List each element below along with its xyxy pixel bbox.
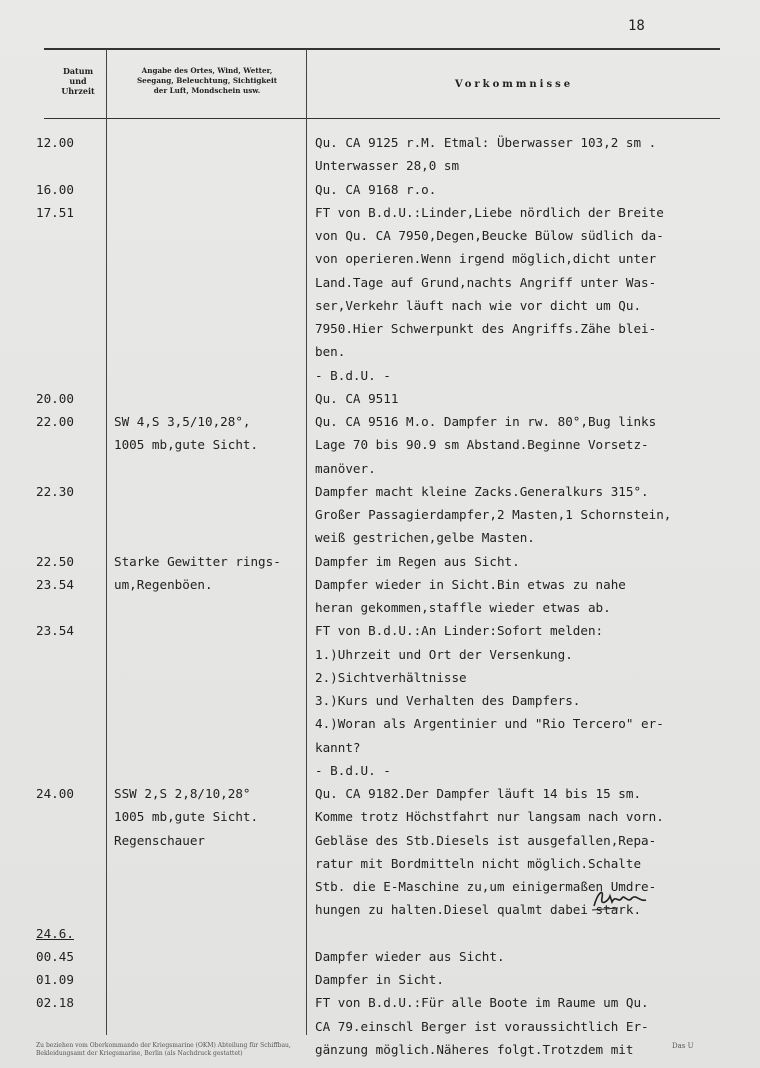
header-date-time: Datum und Uhrzeit: [61, 66, 95, 96]
entry-text: Stb. die E-Maschine zu,um einigermaßen Umdre-: [315, 879, 657, 894]
entry-time: 02.18: [36, 995, 74, 1011]
entry-time: 22.50: [36, 553, 74, 569]
entry-text: 3.)Kurs und Verhalten des Dampfers.: [315, 693, 581, 708]
entry-time: 16.00: [36, 181, 74, 197]
entry-text: heran gekommen,staffle wieder etwas ab.: [315, 600, 611, 615]
entry-text: Unterwasser 28,0 sm: [315, 158, 460, 174]
entry-time: 24.6.: [36, 925, 74, 941]
entry-text: manöver.: [315, 460, 376, 476]
header-top-rule: [44, 48, 720, 50]
entry-text: 2.)Sichtverhältnisse: [315, 669, 467, 685]
entry-text: FT von B.d.U.:Für alle Boote im Raume um Qu.: [315, 995, 649, 1011]
entry-text: Qu. CA 9125 r.M. Etmal: Überwasser 103,2 sm .: [315, 135, 657, 150]
entry-text: ratur mit Bordmitteln nicht möglich.Schalte: [315, 855, 642, 871]
entry-text: Gebläse des Stb.Diesels ist ausgefallen,Repa-: [315, 832, 657, 848]
entry-weather: um,Regenböen.: [114, 576, 213, 592]
signature: [588, 884, 658, 914]
entry-weather: 1005 mb,gute Sicht.: [114, 809, 259, 825]
entry-weather: Regenschauer: [114, 832, 205, 848]
entry-text: Dampfer im Regen aus Sicht.: [315, 553, 520, 569]
entry-text: ben.: [315, 344, 346, 360]
entry-time: 22.30: [36, 483, 74, 499]
entry-text: CA 79.einschl Berger ist voraussichtlich Er-: [315, 1018, 649, 1034]
entry-text: FT von B.d.U.:Linder,Liebe nördlich der Breite: [315, 204, 664, 220]
entry-time: 23.54: [36, 623, 74, 639]
entry-time: 22.00: [36, 414, 74, 429]
entry-text: von operieren.Wenn irgend möglich,dicht unter: [315, 251, 657, 267]
header-location-weather: Angabe des Ortes, Wind, Wetter, Seegang, Beleuchtung, Sichtigkeit der Luft, Mondschein usw.: [136, 66, 278, 95]
header-bottom-rule: [44, 118, 720, 119]
entry-text: 1.)Uhrzeit und Ort der Versenkung.: [315, 646, 573, 662]
page-number: 18: [628, 18, 645, 34]
entry-text: Dampfer wieder in Sicht.Bin etwas zu nahe: [315, 576, 626, 592]
entry-text: Komme trotz Höchstfahrt nur langsam nach vorn.: [315, 809, 664, 825]
entry-text: Qu. CA 9182.Der Dampfer läuft 14 bis 15 sm.: [315, 786, 642, 801]
entry-time: 12.00: [36, 135, 74, 150]
entry-time: 23.54: [36, 576, 74, 592]
entry-text: Lage 70 bis 90.9 sm Abstand.Beginne Vorsetz-: [315, 437, 649, 453]
entry-text: Qu. CA 9516 M.o. Dampfer in rw. 80°,Bug links: [315, 414, 657, 429]
entry-weather: SW 4,S 3,5/10,28°,: [114, 414, 251, 429]
entry-text: Dampfer macht kleine Zacks.Generalkurs 315°.: [315, 483, 649, 499]
entry-text: gänzung möglich.Näheres folgt.Trotzdem mit: [315, 1041, 634, 1057]
entry-text: 4.)Woran als Argentinier und "Rio Tercero" er-: [315, 716, 664, 732]
entry-weather: 1005 mb,gute Sicht.: [114, 437, 259, 453]
entry-text: - B.d.U. -: [315, 762, 391, 778]
entry-weather: SSW 2,S 2,8/10,28°: [114, 786, 251, 801]
footer-print-note: Zu beziehen vom Oberkommando der Kriegsmarine (OKM) Abteilung für Schiffbau, Bekleidungsamt der Kriegsmarine, Berlin (als Nachdruck gestattet): [36, 1042, 291, 1057]
column-divider-2: [306, 49, 307, 1035]
entry-text: Qu. CA 9168 r.o.: [315, 181, 437, 197]
entry-weather: Starke Gewitter rings-: [114, 553, 281, 569]
entry-text: von Qu. CA 7950,Degen,Beucke Bülow südlich da-: [315, 228, 664, 243]
footer-right: Das U: [672, 1042, 694, 1050]
entry-text: weiß gestrichen,gelbe Masten.: [315, 530, 535, 546]
header-events: Vorkommnisse: [454, 79, 574, 90]
entry-time: 24.00: [36, 786, 74, 801]
entry-text: 7950.Hier Schwerpunkt des Angriffs.Zähe blei-: [315, 321, 657, 336]
entry-time: 17.51: [36, 204, 74, 220]
entry-text: Großer Passagierdampfer,2 Masten,1 Schornstein,: [315, 507, 672, 522]
entry-text: hungen zu halten.Diesel qualmt dabei stark.: [315, 902, 642, 918]
column-divider-1: [106, 49, 107, 1035]
entry-time: 00.45: [36, 948, 74, 964]
entry-time: 20.00: [36, 390, 74, 406]
entry-text: Qu. CA 9511: [315, 390, 399, 406]
entry-text: Dampfer in Sicht.: [315, 972, 444, 987]
entry-text: ser,Verkehr läuft nach wie vor dicht um Qu.: [315, 297, 642, 313]
entry-text: kannt?: [315, 739, 361, 755]
entry-text: - B.d.U. -: [315, 367, 391, 383]
entry-time: 01.09: [36, 972, 74, 987]
entry-text: FT von B.d.U.:An Linder:Sofort melden:: [315, 623, 604, 639]
entry-text: Dampfer wieder aus Sicht.: [315, 948, 505, 964]
entry-text: Land.Tage auf Grund,nachts Angriff unter Was-: [315, 274, 657, 290]
